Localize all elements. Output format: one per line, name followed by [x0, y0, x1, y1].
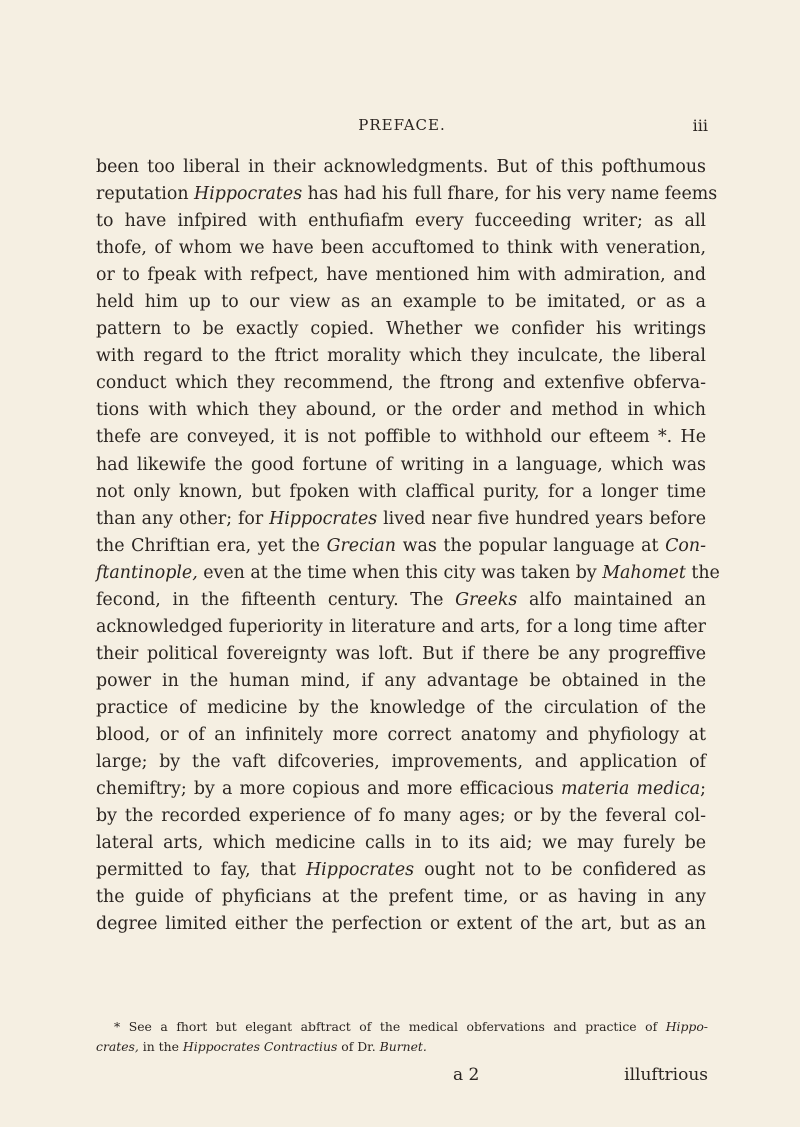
text-run: to have infpired with enthufiafm every fucceeding writer; as all	[96, 211, 706, 232]
text-run: their political fovereignty was loft. But if there be any progreffive	[96, 643, 706, 664]
italic-text: Con-	[665, 535, 706, 556]
text-line	[96, 884, 706, 911]
text-line	[96, 911, 706, 938]
text-run: was the popular language at	[395, 535, 666, 556]
text-run: had likewife the good fortune of writing in a language, which was	[96, 454, 706, 475]
text-run: pattern to be exactly copied. Whether we confider his writings	[96, 319, 706, 340]
text-run: alfo maintained an	[517, 589, 706, 610]
text-run: power in the human mind, if any advantage be obtained in the	[96, 670, 706, 691]
italic-text: Greeks	[455, 589, 518, 610]
text-line	[96, 181, 718, 208]
signature-mark: a 2	[453, 1065, 480, 1085]
text-run: conduct which they recommend, the ftrong and extenfive obferva-	[96, 373, 706, 394]
text-run: thefe are conveyed, it is not poffible to withhold our efteem *. He	[96, 427, 706, 448]
text-run: lateral arts, which medicine calls in to its aid; we may furely be	[96, 833, 706, 854]
text-run: degree limited either the perfection or extent of the art, but as an	[96, 914, 706, 935]
text-run: in the	[138, 1039, 183, 1054]
text-line	[96, 830, 706, 857]
text-line	[96, 343, 706, 370]
text-run: has had his full fhare, for his very name feems	[302, 184, 718, 205]
italic-text: Grecian	[326, 535, 396, 556]
italic-text: Hippocrates Contractius	[182, 1039, 338, 1054]
text-run: with regard to the ftrict morality which they inculcate, the liberal	[96, 346, 706, 367]
text-line	[96, 370, 706, 397]
text-run: not only known, but fpoken with claffical purity, for a longer time	[96, 481, 706, 502]
text-line	[96, 506, 706, 533]
text-run: ought not to be confidered as	[414, 860, 707, 881]
text-run: permitted to fay, that	[96, 860, 306, 881]
italic-text: materia medica	[560, 779, 701, 800]
text-line	[96, 776, 706, 803]
footnote-line	[96, 1037, 708, 1057]
text-line	[96, 722, 706, 749]
catchword: illuftrious	[624, 1065, 708, 1085]
text-run: acknowledged fuperiority in literature and arts, for a long time after	[96, 616, 706, 637]
text-run: fecond, in the fifteenth century. The	[96, 589, 456, 610]
text-line	[96, 857, 706, 884]
text-run: even at the time when this city was taken by	[197, 562, 603, 583]
text-line	[96, 479, 706, 506]
text-run: been too liberal in their acknowledgments. But of this pofthumous	[96, 157, 706, 177]
text-line	[96, 533, 706, 560]
body-paragraph	[96, 154, 720, 938]
text-run: chemiftry; by a more copious and more efficacious	[96, 779, 561, 800]
italic-text: Burnet.	[379, 1039, 427, 1054]
page-foot	[96, 1065, 708, 1091]
text-run: of Dr.	[337, 1039, 380, 1054]
text-line	[96, 749, 706, 776]
italic-text: Hippocrates	[194, 184, 303, 205]
text-run: * See a fhort but elegant abftract of the medical obfervations and practice of	[114, 1019, 666, 1034]
italic-text: crates,	[96, 1039, 139, 1054]
text-run: blood, or of an infinitely more correct anatomy and phyfiology at	[96, 724, 706, 745]
text-line	[96, 208, 706, 235]
footnote-line	[96, 1017, 708, 1037]
text-line	[96, 614, 706, 641]
text-run: reputation	[96, 184, 195, 205]
text-line	[96, 235, 706, 262]
text-line	[96, 695, 706, 722]
running-head	[96, 116, 708, 140]
italic-text: ftantinople,	[96, 562, 198, 583]
italic-text: Mahomet	[602, 562, 686, 583]
text-run: practice of medicine by the knowledge of the circulation of the	[96, 697, 706, 718]
text-run: than any other; for	[96, 508, 270, 529]
text-line	[96, 803, 706, 830]
text-line	[96, 262, 706, 289]
text-line	[96, 641, 706, 668]
text-line	[96, 668, 706, 695]
text-run: thofe, of whom we have been accuftomed to think with veneration,	[96, 238, 706, 259]
italic-text: Hippocrates	[306, 860, 415, 881]
text-line	[96, 587, 706, 614]
text-line	[96, 316, 706, 343]
text-run: lived near five hundred years before	[377, 508, 707, 529]
text-run: the Chriftian era, yet the	[96, 535, 327, 556]
running-title: PREFACE.	[358, 116, 446, 134]
text-line	[96, 154, 706, 181]
text-run: the	[685, 562, 720, 583]
text-line	[96, 424, 706, 451]
text-run: held him up to our view as an example to be imitated, or as a	[96, 292, 706, 313]
footnote	[96, 1017, 708, 1057]
page-number: iii	[692, 116, 708, 135]
text-run: large; by the vaft difcoveries, improvements, and application of	[96, 752, 706, 773]
text-line	[96, 560, 720, 587]
italic-text: Hippo-	[665, 1019, 708, 1034]
text-run: ;	[700, 779, 706, 800]
text-run: by the recorded experience of fo many ages; or by the feveral col-	[96, 806, 706, 827]
text-line	[96, 397, 706, 424]
text-line	[96, 452, 706, 479]
text-run: tions with which they abound, or the order and method in which	[96, 400, 706, 421]
text-line	[96, 289, 706, 316]
italic-text: Hippocrates	[269, 508, 378, 529]
text-run: or to fpeak with refpect, have mentioned him with admiration, and	[96, 265, 706, 286]
text-run: the guide of phyficians at the prefent time, or as having in any	[96, 887, 706, 908]
